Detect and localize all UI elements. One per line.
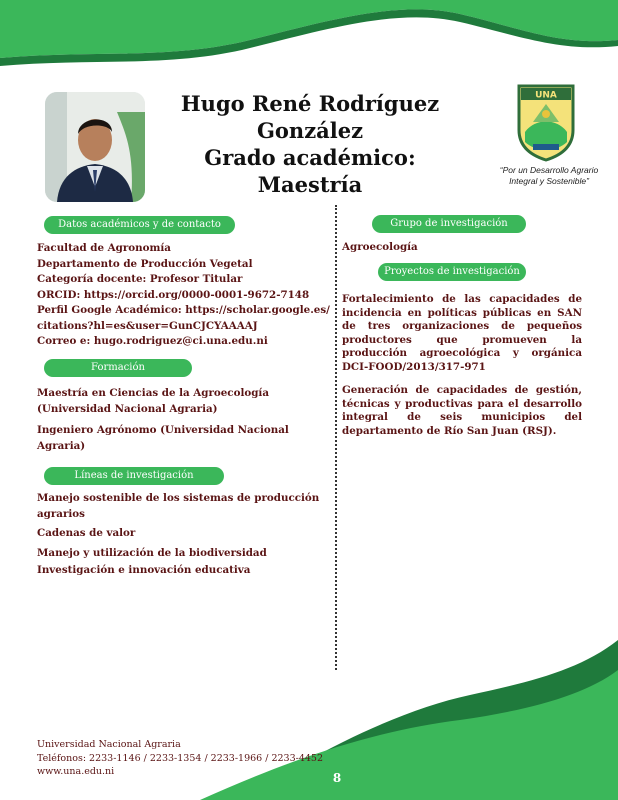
lineas-item: Cadenas de valor: [37, 527, 136, 539]
university-logo: [515, 82, 577, 162]
lineas-item-line: Manejo sostenible de los sistemas de producción: [37, 492, 320, 504]
section-pill-contact: Datos académicos y de contacto: [44, 216, 235, 234]
slogan-line-1: “Por un Desarrollo Agrario: [499, 165, 599, 175]
footer-contact: [37, 738, 323, 779]
formacion-item: [37, 423, 289, 454]
university-slogan: [488, 165, 610, 187]
section-pill-grupo: Grupo de investigación: [372, 215, 526, 233]
profile-photo: [45, 92, 145, 202]
formacion-item-line: Maestría en Ciencias de la Agroecología: [37, 387, 270, 399]
contact-category: Categoría docente: Profesor Titular: [37, 273, 243, 285]
academic-degree: Grado académico: Maestría: [204, 145, 416, 197]
column-divider: [335, 205, 337, 670]
section-pill-formacion: Formación: [44, 359, 192, 377]
lineas-list: [37, 491, 319, 579]
footer-phones: Teléfonos: 2233-1146 / 2233-1354 / 2233-1966 / 2233-4452: [37, 752, 324, 764]
page-number: 8: [332, 771, 342, 785]
contact-faculty: Facultad de Agronomía: [37, 242, 171, 254]
formacion-item-line: Ingeniero Agrónomo (Universidad Nacional: [37, 424, 289, 436]
footer-university: Universidad Nacional Agraria: [37, 739, 181, 750]
lineas-item: Investigación e innovación educativa: [37, 564, 251, 576]
profile-header: [150, 90, 470, 198]
formacion-item: [37, 386, 289, 417]
footer-website[interactable]: www.una.edu.ni: [37, 766, 115, 777]
proyecto-item: Generación de capacidades de gestión, técnicas y productivas para el desarrollo integral de seis municipios del departamento de Río San Juan (RSJ).: [342, 384, 582, 437]
contact-scholar: Perfil Google Académico: https://scholar.google.es/: [37, 304, 330, 316]
slogan-line-2: Integral y Sostenible”: [509, 176, 589, 186]
lineas-item-line: agrarios: [37, 507, 85, 520]
contact-email: Correo e: hugo.rodriguez@ci.una.edu.ni: [37, 335, 268, 347]
contact-scholar-cont: citations?hl=es&user=GunCJCYAAAAJ: [37, 319, 258, 332]
proyecto-item: Fortalecimiento de las capacidades de incidencia en políticas públicas en SAN de tres organizaciones de pequeños productores que promueven la producción agroecológica y orgánica DCI-FOOD/2013/317-971: [342, 293, 582, 373]
formacion-item-line: (Universidad Nacional Agraria): [37, 402, 218, 415]
grupo-value: Agroecología: [342, 241, 418, 253]
section-pill-proyectos: Proyectos de investigación: [378, 263, 526, 281]
person-name: Hugo René Rodríguez González: [180, 91, 440, 143]
top-wave-decoration: [0, 0, 618, 80]
lineas-item: [37, 491, 319, 522]
contact-department: Departamento de Producción Vegetal: [37, 257, 253, 270]
section-pill-lineas: Líneas de investigación: [44, 467, 224, 485]
logo-text: UNA: [535, 90, 557, 101]
contact-details: [37, 241, 330, 350]
lineas-item: Manejo y utilización de la biodiversidad: [37, 546, 267, 559]
formacion-list: [37, 386, 289, 454]
formacion-item-line: Agraria): [37, 439, 86, 452]
contact-orcid: ORCID: https://orcid.org/0000-0001-9672-7148: [37, 288, 310, 301]
